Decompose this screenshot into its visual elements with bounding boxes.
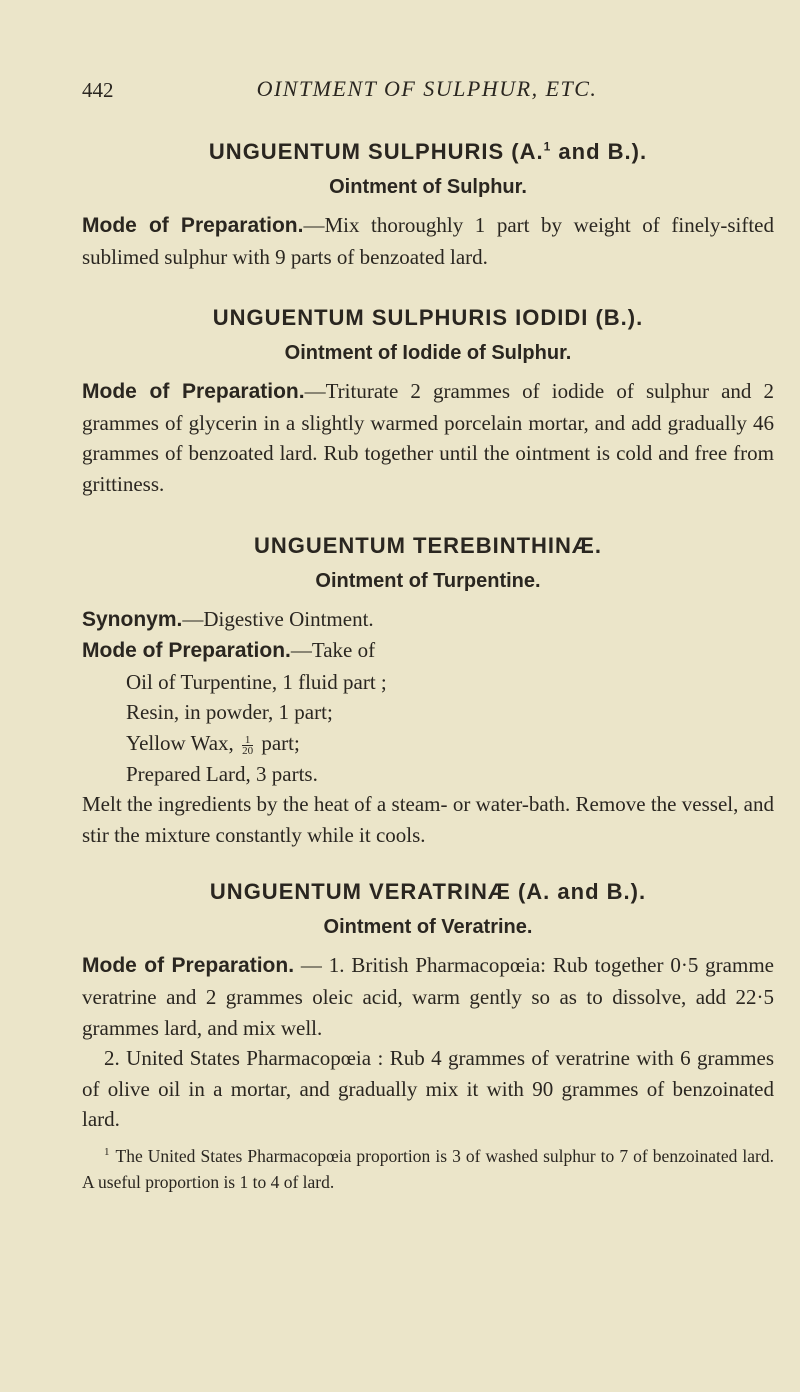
preparation-paragraph [82,210,774,272]
page-content [82,134,774,1195]
preparation-paragraph [82,950,774,1043]
section-unguentum-sulphuris [82,134,774,272]
section-heading: UNGUENTUM TEREBINTHINÆ. [253,532,603,558]
synonym-paragraph [82,604,774,636]
section-heading: UNGUENTUM VERATRINÆ (A. and B.). [209,879,647,905]
paragraph-text: —Digestive Ointment. [182,606,374,631]
lead-label: Mode of Preparation. [82,380,305,404]
preparation-paragraph-2: 2. United States Pharmacopœia : Rub 4 grammes of veratrine with 6 grammes of olive oil in a mortar, and gradually mix it with 90 grammes of benzoinated lard. [82,1046,774,1132]
section-heading: UNGUENTUM SULPHURIS IODIDI (B.). [212,305,644,331]
footnote [82,1143,774,1195]
preparation-paragraph [82,376,774,499]
paragraph-text: —Triturate 2 grammes of iodide of sulphur and 2 grammes of glycerin in a slightly warmed porcelain mortar, and add gradually 46 grammes of benzoated lard. Rub together until the ointment is cold and free from grittiness. [82,379,774,496]
section-unguentum-sulphuris-iodidi [82,300,774,499]
lead-label: Mode of Preparation. [82,954,295,978]
running-head: OINTMENT OF SULPHUR, ETC. [256,76,598,101]
section-unguentum-terebinthinae [82,528,774,851]
ingredient-item: Oil of Turpentine, 1 fluid part ; [126,669,387,694]
heading-text: UNGUENTUM SULPHURIS (A. [208,139,544,164]
page-header [82,74,772,110]
section-subheading: Ointment of Veratrine. [323,916,533,939]
footnote-text: The United States Pharmacopœia proportion is 3 of washed sulphur to 7 of benzoinated lard. A useful proportion is 1 to 4 of lard. [82,1145,774,1192]
ingredient-text: Yellow Wax, [126,730,234,755]
method-paragraph: Melt the ingredients by the heat of a steam- or water-bath. Remove the vessel, and stir the mixture constantly while it cools. [82,792,774,847]
paragraph-text: —Mix thoroughly 1 part by weight of finely-sifted sublimed sulphur with 9 parts of benzoated lard. [82,213,774,269]
lead-label: Mode of Preparation. [82,214,304,237]
lead-label: Mode of Preparation. [82,639,291,663]
ingredient-item: Resin, in powder, 1 part; [126,700,333,725]
fraction [242,735,253,756]
ingredient-item: Prepared Lard, 3 parts. [126,761,318,786]
fraction-numerator: 1 [242,735,253,746]
ingredient-tail: part; [256,730,300,755]
preparation-paragraph [82,635,774,667]
lead-label: Synonym. [82,607,183,631]
footnote-reference[interactable]: 1 [543,139,552,154]
section-subheading: Ointment of Iodide of Sulphur. [284,342,572,365]
fraction-denominator: 20 [242,744,254,757]
section-unguentum-veratrinae [82,874,774,1135]
page-number: 442 [82,78,114,102]
ingredient-list [126,667,774,789]
section-subheading: Ointment of Sulphur. [329,176,527,198]
paragraph-text: — 1. British Pharmacopœia: Rub together 0·5 gramme veratrine and 2 grammes oleic acid, warm gently so as to dissolve, add 22·5 grammes lard, and mix well. [82,953,774,1040]
ingredient-item [126,728,774,759]
footnote-mark: 1 [104,1146,110,1159]
paragraph-text: —Take of [290,638,376,663]
section-heading [82,134,774,170]
heading-text-tail: and B.). [551,139,648,164]
section-subheading: Ointment of Turpentine. [315,569,541,592]
